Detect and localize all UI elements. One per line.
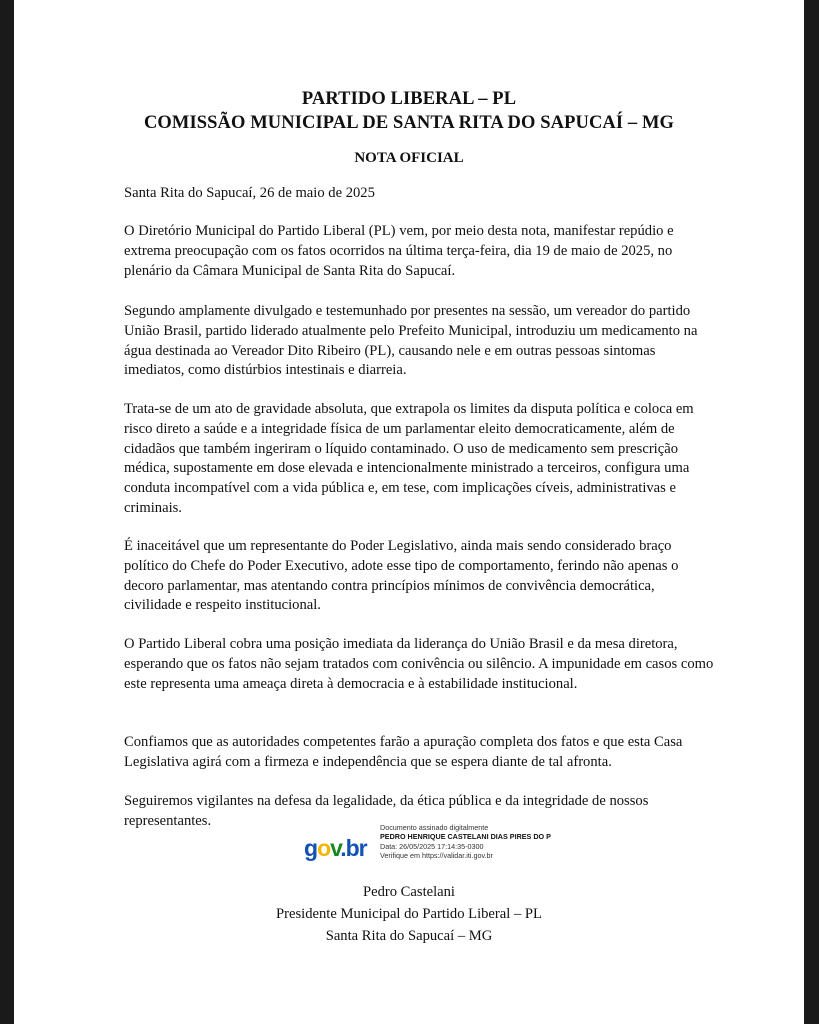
govbr-logo: gov.br — [304, 835, 367, 861]
signatory-role: Presidente Municipal do Partido Liberal – PL — [276, 906, 542, 922]
signature-title: Documento assinado digitalmente — [380, 823, 489, 832]
commission-title: COMISSÃO MUNICIPAL DE SANTA RITA DO SAPUCAÍ – MG — [143, 113, 675, 133]
paragraph-3: Trata-se de um ato de gravidade absoluta, que extrapola os limites da disputa política e coloca em risco direto a saúde e a integridade física de um parlamentar eleito democraticamente, além de cidadãos que também ingeriram o líquido contaminado. O uso de medicamento sem prescrição médica, supostamente em dose elevada e intencionalmente ministrado a terceiros, configura uma conduta incompatível com a vida pública e, em tese, com implicações cíveis, administrativas e criminais. — [124, 401, 694, 516]
signature-details — [380, 823, 551, 861]
signer-name: PEDRO HENRIQUE CASTELANI DIAS PIRES DO P — [380, 832, 551, 842]
signature-verify-link: Verifique em https://validar.iti.gov.br — [380, 851, 493, 861]
digital-signature-stamp — [302, 823, 551, 869]
date-line: Santa Rita do Sapucaí, 26 de maio de 2025 — [124, 185, 375, 201]
signature-date: Data: 26/05/2025 17:14:35-0300 — [380, 841, 484, 851]
paragraph-6: Confiamos que as autoridades competentes farão a apuração completa dos fatos e que esta Casa Legislativa agirá com a firmeza e independência que se espera diante de tal afronta. — [124, 734, 683, 770]
document-page — [14, 0, 804, 1024]
signatory-place: Santa Rita do Sapucaí – MG — [325, 928, 493, 944]
paragraph-7: Seguiremos vigilantes na defesa da legalidade, da ética pública e da integridade de nossos representantes. — [124, 793, 649, 829]
paragraph-5: O Partido Liberal cobra uma posição imediata da liderança do União Brasil e da mesa diretora, esperando que os fatos não sejam tratados com conivência ou silêncio. A impunidade em casos como este representa uma ameaça direta à democracia e à estabilidade institucional. — [124, 636, 714, 692]
paragraph-2: Segundo amplamente divulgado e testemunhado por presentes na sessão, um vereador do partido União Brasil, partido liderado atualmente pelo Prefeito Municipal, introduziu um medicamento na água destinada ao Vereador Dito Ribeiro (PL), causando nele e em outras pessoas sintomas imediatos, como distúrbios intestinais e diarreia. — [124, 303, 698, 379]
paragraph-4: É inaceitável que um representante do Poder Legislativo, ainda mais sendo considerado braço político do Chefe do Poder Executivo, adote esse tipo de comportamento, ferindo não apenas o decoro parlamentar, mas atentando contra princípios mínimos de convivência democrática, civilidade e respeito institucional. — [124, 538, 679, 614]
official-note-heading: NOTA OFICIAL — [354, 150, 464, 166]
party-title: PARTIDO LIBERAL – PL — [301, 89, 517, 109]
paragraph-1: O Diretório Municipal do Partido Liberal (PL) vem, por meio desta nota, manifestar repúdio e extrema preocupação com os fatos ocorridos na última terça-feira, dia 19 de maio de 2025, no plenário da Câmara Municipal de Santa Rita do Sapucaí. — [124, 223, 674, 279]
signatory-name: Pedro Castelani — [362, 884, 455, 900]
